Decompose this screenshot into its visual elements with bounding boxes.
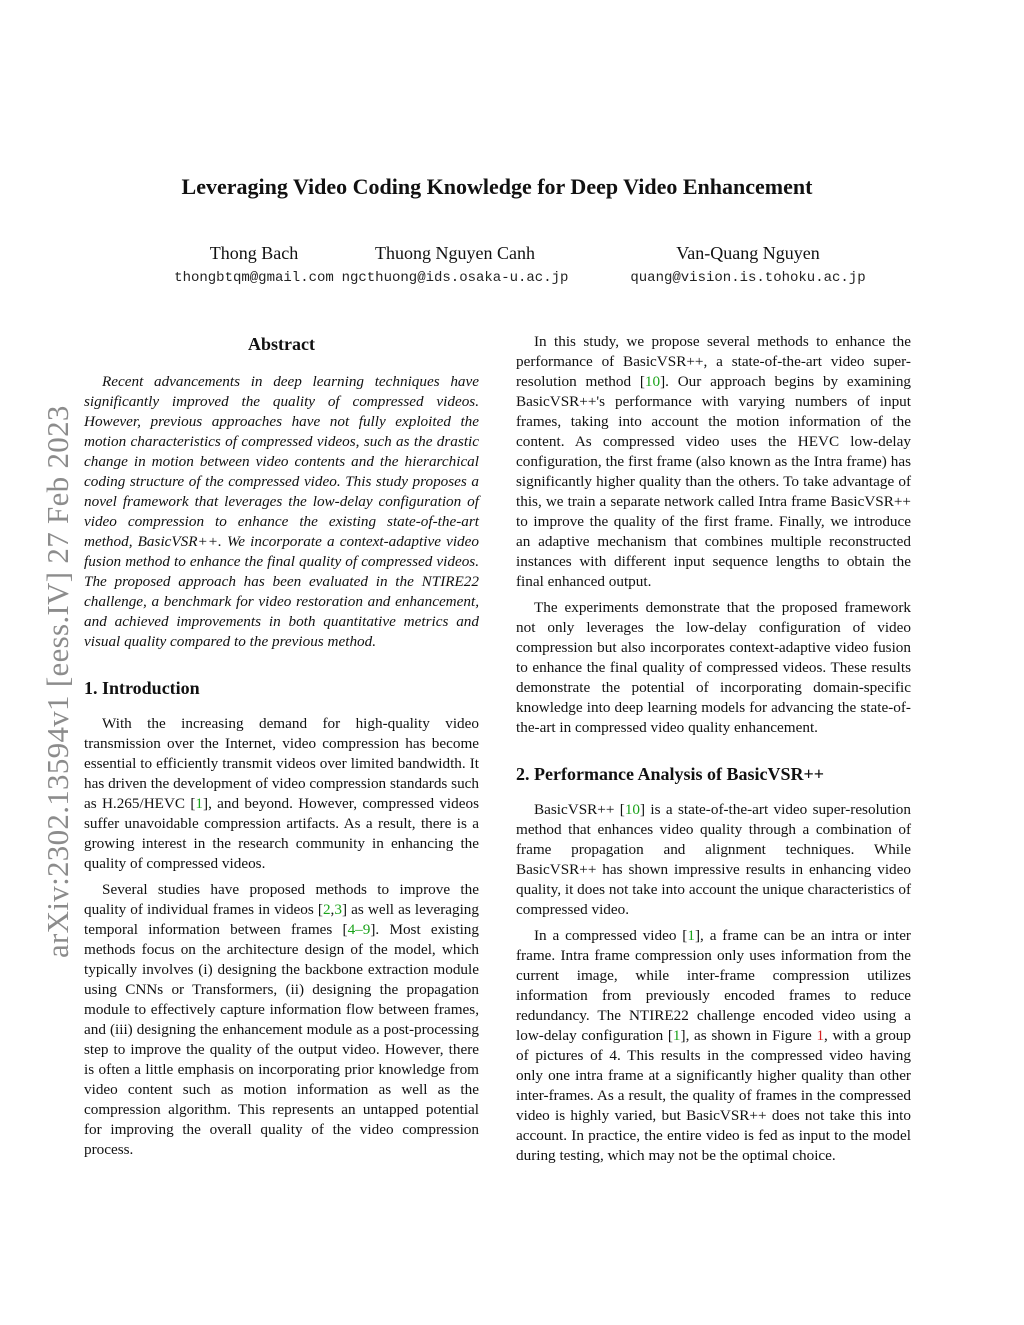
analysis-paragraph-1: BasicVSR++ [10] is a state-of-the-art video super-resolution method that enhances video quality through a combination of frame propagation and alignment techniques. While BasicVSR++ has shown impressive results in enhancing video quality, it does not take into account the unique characteristics of compressed video. — [516, 801, 911, 918]
abstract-text: Recent advancements in deep learning techniques have significantly improved the quality of compressed videos. However, previous approaches have not fully exploited the motion characteristics of compressed videos, such as the drastic change in motion between video contents and the hierarchical coding structure of the compressed video. This study proposes a novel framework that leverages the low-delay configuration of video compression to enhance the existing state-of-the-art method, BasicVSR++. We incorporate a context-adaptive video fusion method to enhance the final quality of compressed videos. The proposed approach has been evaluated in the NTIRE22 challenge, a benchmark for video restoration and enhancement, and achieved improvements in both quantitative metrics and visual quality compared to the previous method. — [84, 373, 479, 650]
author-name: Thuong Nguyen Canh — [375, 243, 535, 263]
author-email: ngcthuong@ids.osaka-u.ac.jp — [341, 270, 569, 286]
figure-reference-link[interactable]: 1 — [816, 1027, 825, 1044]
arxiv-identifier: arXiv:2302.13594v1 [eess.IV] 27 Feb 2023 — [40, 405, 75, 958]
right-column — [516, 332, 911, 1166]
author-name: Thong Bach — [209, 243, 299, 263]
analysis-paragraph-2: In a compressed video [1], a frame can be an intra or inter frame. Intra frame compression only uses information from the current image, while inter-frame compression utilizes information from previously encoded frames to reduce redundancy. The NTIRE22 challenge encoded video using a low-delay configuration [1], as shown in Figure 1, with a group of pictures of 4. This results in the compressed video having only one intra frame at a significantly higher quality than other inter-frames. As a result, the quality of frames in the compressed video is highly varied, but BasicVSR++ does not take this into account. In practice, the entire video is fed as input to the model during testing, which may not be the optimal choice. — [516, 927, 911, 1164]
citation-link[interactable]: 1 — [672, 1027, 681, 1044]
author-name: Van-Quang Nguyen — [676, 243, 820, 263]
author-2 — [305, 240, 605, 290]
section-heading-introduction: 1. Introduction — [84, 678, 200, 698]
intro-paragraph-1: With the increasing demand for high-quality video transmission over the Internet, video compression has become essential to efficiently transmit videos over limited bandwidth. It has driven the development of video compression standards such as H.265/HEVC [1], and beyond. However, compressed videos suffer unavoidable compression artifacts. As a result, there is a growing interest in the research community in enhancing the quality of compressed videos. — [84, 715, 479, 872]
citation-link[interactable]: 3 — [334, 901, 342, 918]
citation-link[interactable]: 4–9 — [347, 921, 371, 938]
author-email: quang@vision.is.tohoku.ac.jp — [630, 270, 866, 286]
study-paragraph-1: In this study, we propose several methods to enhance the performance of BasicVSR++, a state-of-the-art video super-resolution method [10]. Our approach begins by examining BasicVSR++'s performance with varying numbers of input frames, taking into account the motion information of the content. As compressed video uses the HEVC low-delay configuration, the first frame (also known as the Intra frame) has significantly higher quality than the others. To take advantage of this, we train a separate network called Intra frame BasicVSR++ to improve the quality of the first frame. Finally, we introduce an adaptive mechanism that combines multiple reconstructed instances with different input sequence lengths to obtain the final enhanced output. — [516, 333, 912, 590]
citation-link[interactable]: 2 — [322, 901, 331, 918]
section-heading-performance-analysis: 2. Performance Analysis of BasicVSR++ — [516, 764, 824, 784]
left-column — [84, 332, 479, 1160]
author-3 — [598, 240, 898, 290]
citation-link[interactable]: 10 — [644, 373, 661, 390]
intro-paragraph-2: Several studies have proposed methods to improve the quality of individual frames in videos [2,3] as well as leveraging temporal information between frames [4–9]. Most existing methods focus on the architecture design of the model, which typically involves (i) designing the backbone extraction module using CNNs or Transformers, (ii) designing the propagation module to effectively capture information flow between frames, and (iii) designing the enhancement module as a post-processing step to improve the quality of the output video. However, there is often a little emphasis on incorporating prior knowledge from video content such as motion information as well as the compression algorithm. This represents an untapped potential for improving the overall quality of the video compression process. — [84, 881, 479, 1158]
paper-title: Leveraging Video Coding Knowledge for Deep Video Enhancement — [181, 174, 813, 199]
citation-link[interactable]: 10 — [624, 801, 641, 818]
citation-link[interactable]: 1 — [687, 927, 695, 944]
abstract-heading: Abstract — [248, 334, 315, 354]
citation-link[interactable]: 1 — [195, 795, 204, 812]
study-paragraph-2: The experiments demonstrate that the proposed framework not only leverages the low-delay configuration of video compression but also incorporates context-adaptive video fusion to enhance the final quality of compressed videos. These results demonstrate the potential of incorporating domain-specific knowledge into deep learning models for advancing the state-of-the-art in compressed video quality enhancement. — [516, 599, 911, 736]
author-email: thongbtqm@gmail.com — [174, 270, 334, 286]
